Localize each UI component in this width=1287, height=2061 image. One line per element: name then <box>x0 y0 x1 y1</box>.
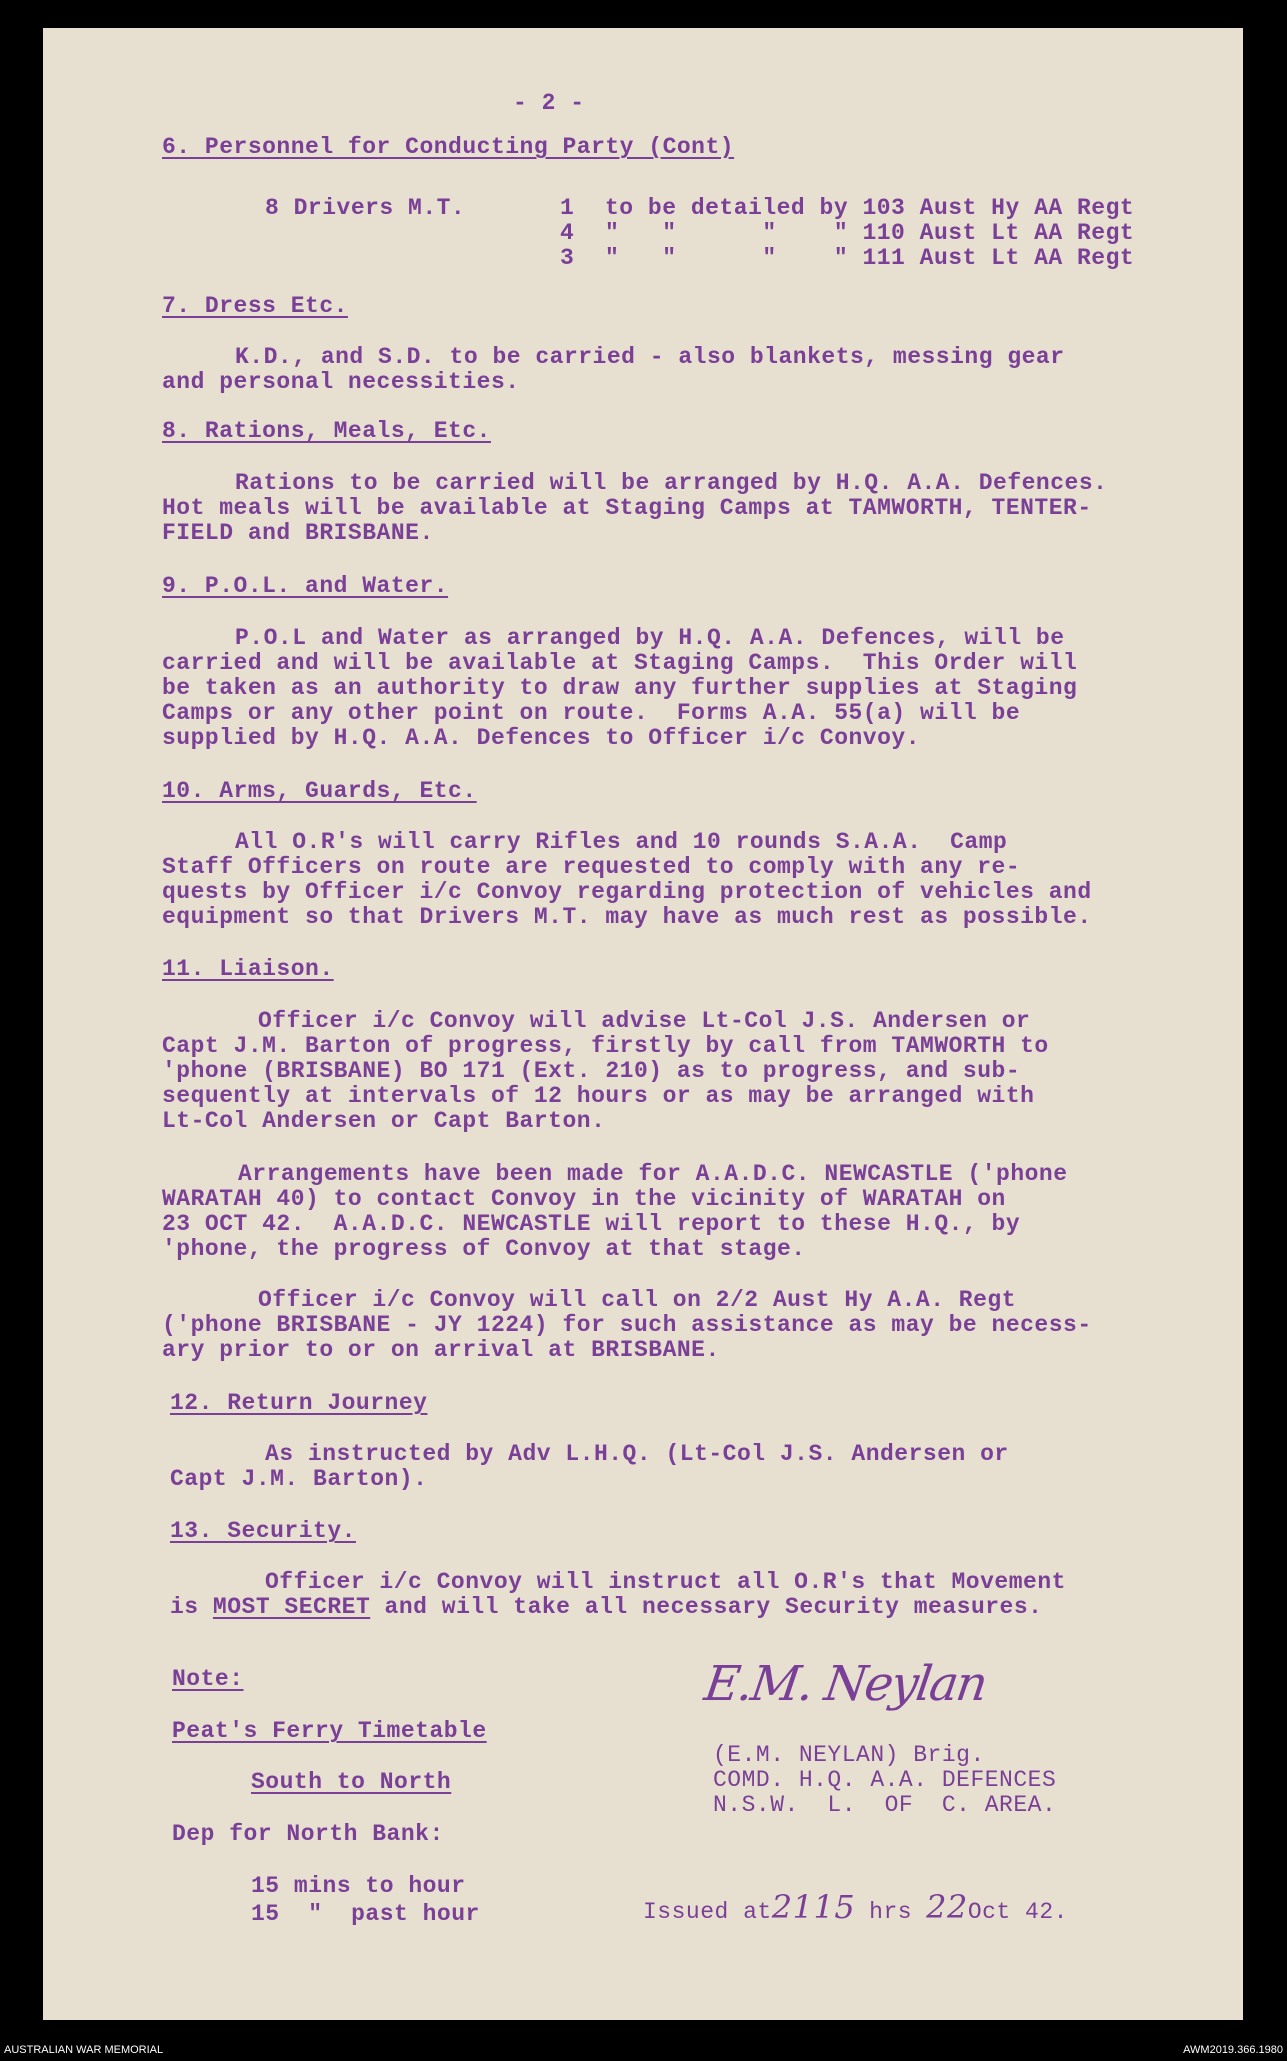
footer-right: AWM2019.366.1980 <box>1183 2044 1283 2056</box>
driver-detail-3: " " " " 111 Aust Lt AA Regt <box>605 245 1135 271</box>
section-11-p1-line: 'phone (BRISBANE) BO 171 (Ext. 210) as to progress, and sub- <box>162 1058 1021 1084</box>
section-13-text: is <box>170 1594 213 1620</box>
section-11-p3-line: ary prior to or on arrival at BRISBANE. <box>162 1337 720 1363</box>
section-10-line: quests by Officer i/c Convoy regarding protection of vehicles and <box>162 879 1092 905</box>
issued-text: Oct 42. <box>967 1899 1068 1925</box>
section-7-heading: 7. Dress Etc. <box>162 293 348 319</box>
section-11-p1-line: sequently at intervals of 12 hours or as may be arranged with <box>162 1083 1035 1109</box>
timetable-direction: South to North <box>251 1769 452 1795</box>
section-11-p3-line: ('phone BRISBANE - JY 1224) for such assistance as may be necess- <box>162 1312 1092 1338</box>
section-10-line: equipment so that Drivers M.T. may have as much rest as possible. <box>162 904 1092 930</box>
driver-count-1: 1 <box>560 195 575 221</box>
signatory-name: (E.M. NEYLAN) Brig. <box>713 1742 985 1768</box>
section-10-line: Staff Officers on route are requested to comply with any re- <box>162 854 1021 880</box>
section-8-line: Rations to be carried will be arranged by H.Q. A.A. Defences. <box>235 470 1108 496</box>
most-secret-text: MOST SECRET <box>212 1594 371 1620</box>
document-page <box>43 28 1243 2020</box>
page-number: - 2 - <box>513 90 585 116</box>
section-9-line: Camps or any other point on route. Forms A.A. 55(a) will be <box>162 700 1021 726</box>
driver-count-2: 4 <box>560 220 575 246</box>
timetable-time: 15 " past hour <box>251 1901 480 1927</box>
section-11-p2-line: 23 OCT 42. A.A.D.C. NEWCASTLE will report to these H.Q., by <box>162 1211 1021 1237</box>
drivers-label: 8 Drivers M.T. <box>265 195 466 221</box>
issued-time: 2115 <box>771 1888 856 1926</box>
section-10-heading: 10. Arms, Guards, Etc. <box>162 778 477 804</box>
section-7-line: K.D., and S.D. to be carried - also blankets, messing gear <box>235 344 1065 370</box>
section-6-heading: 6. Personnel for Conducting Party (Cont) <box>162 134 735 160</box>
section-11-p2-line: 'phone, the progress of Convoy at that stage. <box>162 1236 806 1262</box>
section-10-line: All O.R's will carry Rifles and 10 rounds S.A.A. Camp <box>235 829 1008 855</box>
section-11-p3-line: Officer i/c Convoy will call on 2/2 Aust Hy A.A. Regt <box>258 1287 1017 1313</box>
section-9-line: carried and will be available at Staging Camps. This Order will <box>162 650 1078 676</box>
driver-detail-1: to be detailed by 103 Aust Hy AA Regt <box>605 195 1135 221</box>
section-12-heading: 12. Return Journey <box>170 1390 428 1416</box>
section-13-text: and will take all necessary Security measures. <box>370 1594 1043 1620</box>
section-12-line: Capt J.M. Barton). <box>170 1466 428 1492</box>
timetable-dep: Dep for North Bank: <box>172 1821 444 1847</box>
section-8-line: Hot meals will be available at Staging Camps at TAMWORTH, TENTER- <box>162 495 1092 521</box>
section-7-line: and personal necessities. <box>162 369 520 395</box>
section-13-heading: 13. Security. <box>170 1518 356 1544</box>
issued-line <box>643 1888 1068 1926</box>
section-13-line <box>170 1594 1042 1620</box>
note-label: Note: <box>172 1666 244 1692</box>
section-11-p2-line: WARATAH 40) to contact Convoy in the vicinity of WARATAH on <box>162 1186 1006 1212</box>
section-11-p1-line: Capt J.M. Barton of progress, firstly by call from TAMWORTH to <box>162 1033 1049 1059</box>
handwritten-signature: E.M. Neylan <box>701 1656 990 1712</box>
timetable-title: Peat's Ferry Timetable <box>172 1718 487 1744</box>
timetable-time: 15 mins to hour <box>251 1873 466 1899</box>
driver-detail-2: " " " " 110 Aust Lt AA Regt <box>605 220 1135 246</box>
section-11-p1-line: Lt-Col Andersen or Capt Barton. <box>162 1108 606 1134</box>
footer-left: AUSTRALIAN WAR MEMORIAL <box>4 2044 164 2056</box>
section-9-line: P.O.L and Water as arranged by H.Q. A.A. Defences, will be <box>235 625 1065 651</box>
driver-count-3: 3 <box>560 245 575 271</box>
section-8-line: FIELD and BRISBANE. <box>162 520 434 546</box>
issued-day: 22 <box>926 1888 968 1926</box>
section-9-line: be taken as an authority to draw any further supplies at Staging <box>162 675 1078 701</box>
signatory-line: N.S.W. L. OF C. AREA. <box>713 1792 1057 1818</box>
signatory-line: COMD. H.Q. A.A. DEFENCES <box>713 1767 1057 1793</box>
section-8-heading: 8. Rations, Meals, Etc. <box>162 418 491 444</box>
section-11-p2-line: Arrangements have been made for A.A.D.C. NEWCASTLE ('phone <box>238 1161 1068 1187</box>
issued-text: Issued at <box>643 1899 772 1925</box>
section-12-line: As instructed by Adv L.H.Q. (Lt-Col J.S. Andersen or <box>265 1441 1009 1467</box>
section-13-line: Officer i/c Convoy will instruct all O.R's that Movement <box>265 1569 1066 1595</box>
section-11-heading: 11. Liaison. <box>162 956 334 982</box>
section-11-p1-line: Officer i/c Convoy will advise Lt-Col J.S. Andersen or <box>258 1008 1031 1034</box>
section-9-heading: 9. P.O.L. and Water. <box>162 573 449 599</box>
section-9-line: supplied by H.Q. A.A. Defences to Officer i/c Convoy. <box>162 725 921 751</box>
issued-text: hrs <box>869 1899 913 1925</box>
